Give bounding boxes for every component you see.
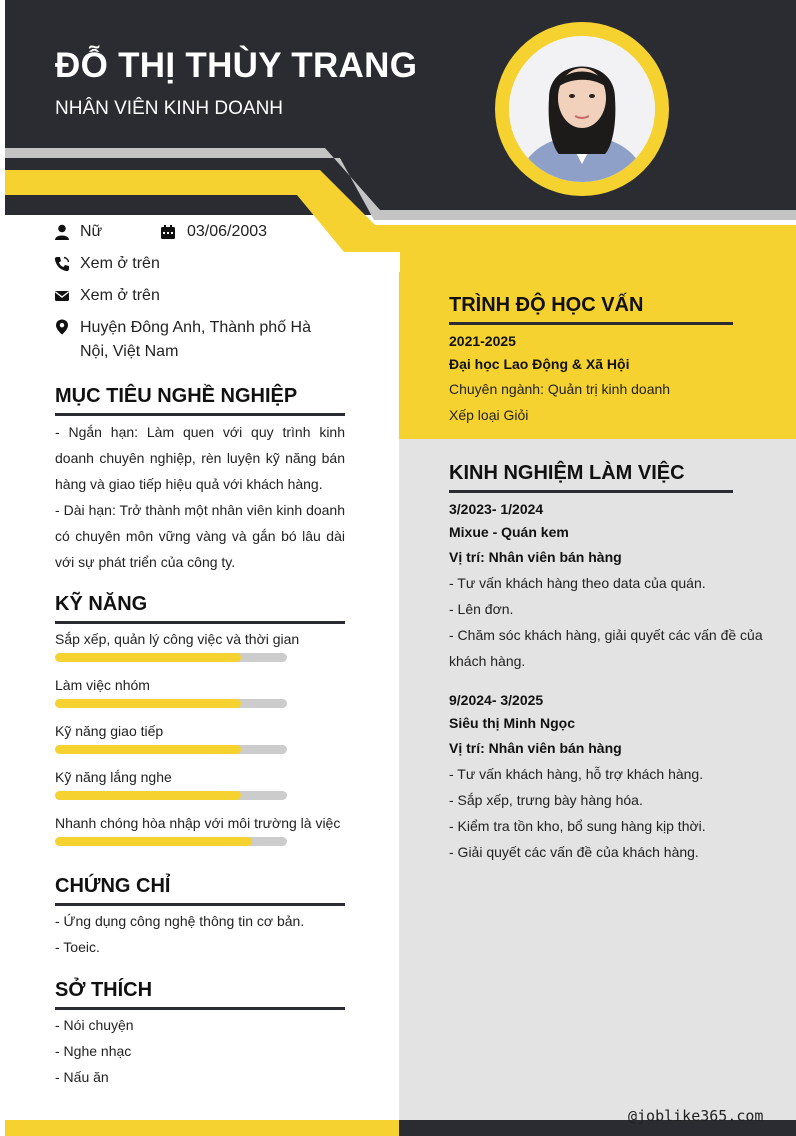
certificate-item: - Ứng dụng công nghệ thông tin cơ bản. [55, 913, 305, 929]
skill-bar-fill [55, 745, 241, 754]
job-duty: - Sắp xếp, trưng bày hàng hóa. [449, 792, 643, 808]
job-period: 3/2023- 1/2024 [449, 501, 544, 517]
skill-bar [55, 837, 287, 846]
email-value: Xem ở trên [80, 287, 160, 304]
skill-label: Sắp xếp, quản lý công việc và thời gian [55, 631, 300, 647]
education-divider [449, 322, 733, 325]
skills-title: KỸ NĂNG [55, 593, 148, 615]
experience-divider [449, 490, 733, 493]
calendar-icon [160, 224, 176, 240]
skill-label: Kỹ năng lắng nghe [55, 769, 172, 785]
objective-short-term: - Ngắn hạn: Làm quen với quy trình kinh doanh chuyên nghiệp, rèn luyện kỹ năng bán hàng và giao tiếp hiệu quả với khách hàng. [55, 424, 345, 492]
job-duty: - Chăm sóc khách hàng, giải quyết các vấn đề của [449, 627, 763, 643]
skill-bar-fill [55, 837, 252, 846]
certificate-item: - Toeic. [55, 939, 100, 955]
job-company: Mixue - Quán kem [449, 524, 569, 540]
address-line-2: Nội, Việt Nam [80, 343, 179, 360]
birthdate-value: 03/06/2003 [187, 223, 268, 240]
experience-title: KINH NGHIỆM LÀM VIỆC [449, 462, 685, 484]
address-line-1: Huyện Đông Anh, Thành phố Hà [80, 319, 311, 336]
job-position: Vị trí: Nhân viên bán hàng [449, 549, 622, 565]
header-stripes [0, 0, 796, 275]
job-duty: - Lên đơn. [449, 601, 514, 617]
skill-label: Làm việc nhóm [55, 677, 150, 693]
job-duty: - Tư vấn khách hàng theo data của quán. [449, 575, 706, 591]
footer-accent [5, 1120, 399, 1136]
skill-bar-fill [55, 791, 241, 800]
education-period: 2021-2025 [449, 333, 516, 349]
hobby-item: - Nấu ăn [55, 1069, 109, 1085]
skills-divider [55, 621, 345, 624]
skill-bar-fill [55, 699, 241, 708]
gender-value: Nữ [80, 223, 103, 240]
objective-long-term: - Dài hạn: Trở thành một nhân viên kinh doanh có chuyên môn vững vàng và gắn bó lâu dài với sự phát triển của công ty. [55, 502, 345, 570]
user-icon [54, 224, 70, 240]
job-duty: - Kiểm tra tồn kho, bổ sung hàng kịp thời. [449, 818, 706, 834]
education-major: Chuyên ngành: Quản trị kinh doanh [449, 381, 671, 397]
skill-bar [55, 791, 287, 800]
certificates-title: CHỨNG CHỈ [55, 875, 171, 897]
job-title: NHÂN VIÊN KINH DOANH [55, 98, 284, 119]
phone-value: Xem ở trên [80, 255, 160, 272]
certificates-divider [55, 903, 345, 906]
skill-bar [55, 699, 287, 708]
skill-label: Kỹ năng giao tiếp [55, 723, 164, 739]
education-title: TRÌNH ĐỘ HỌC VẤN [449, 294, 644, 316]
phone-icon [54, 256, 70, 272]
hobbies-title: SỞ THÍCH [55, 979, 153, 1001]
skill-bar [55, 653, 287, 662]
job-period: 9/2024- 3/2025 [449, 692, 544, 708]
job-company: Siêu thị Minh Ngọc [449, 715, 575, 731]
avatar [509, 36, 655, 182]
objective-divider [55, 413, 345, 416]
skill-bar [55, 745, 287, 754]
location-pin-icon [54, 319, 70, 335]
hobbies-divider [55, 1007, 345, 1010]
skill-bar-fill [55, 653, 241, 662]
hobby-item: - Nói chuyện [55, 1017, 134, 1033]
skill-label: Nhanh chóng hòa nhập với môi trường là việc [55, 815, 341, 831]
education-school: Đại học Lao Động & Xã Hội [449, 356, 630, 372]
envelope-icon [54, 288, 70, 304]
candidate-name: ĐỖ THỊ THÙY TRANG [55, 46, 418, 85]
job-duty: - Giải quyết các vấn đề của khách hàng. [449, 844, 699, 860]
objective-title: MỤC TIÊU NGHỀ NGHIỆP [55, 385, 298, 407]
education-grade: Xếp loại Giỏi [449, 407, 529, 423]
job-duty-continued: khách hàng. [449, 653, 526, 669]
job-duty: - Tư vấn khách hàng, hỗ trợ khách hàng. [449, 766, 704, 782]
watermark: @joblike365.com [628, 1107, 764, 1125]
job-position: Vị trí: Nhân viên bán hàng [449, 740, 622, 756]
hobby-item: - Nghe nhạc [55, 1043, 132, 1059]
